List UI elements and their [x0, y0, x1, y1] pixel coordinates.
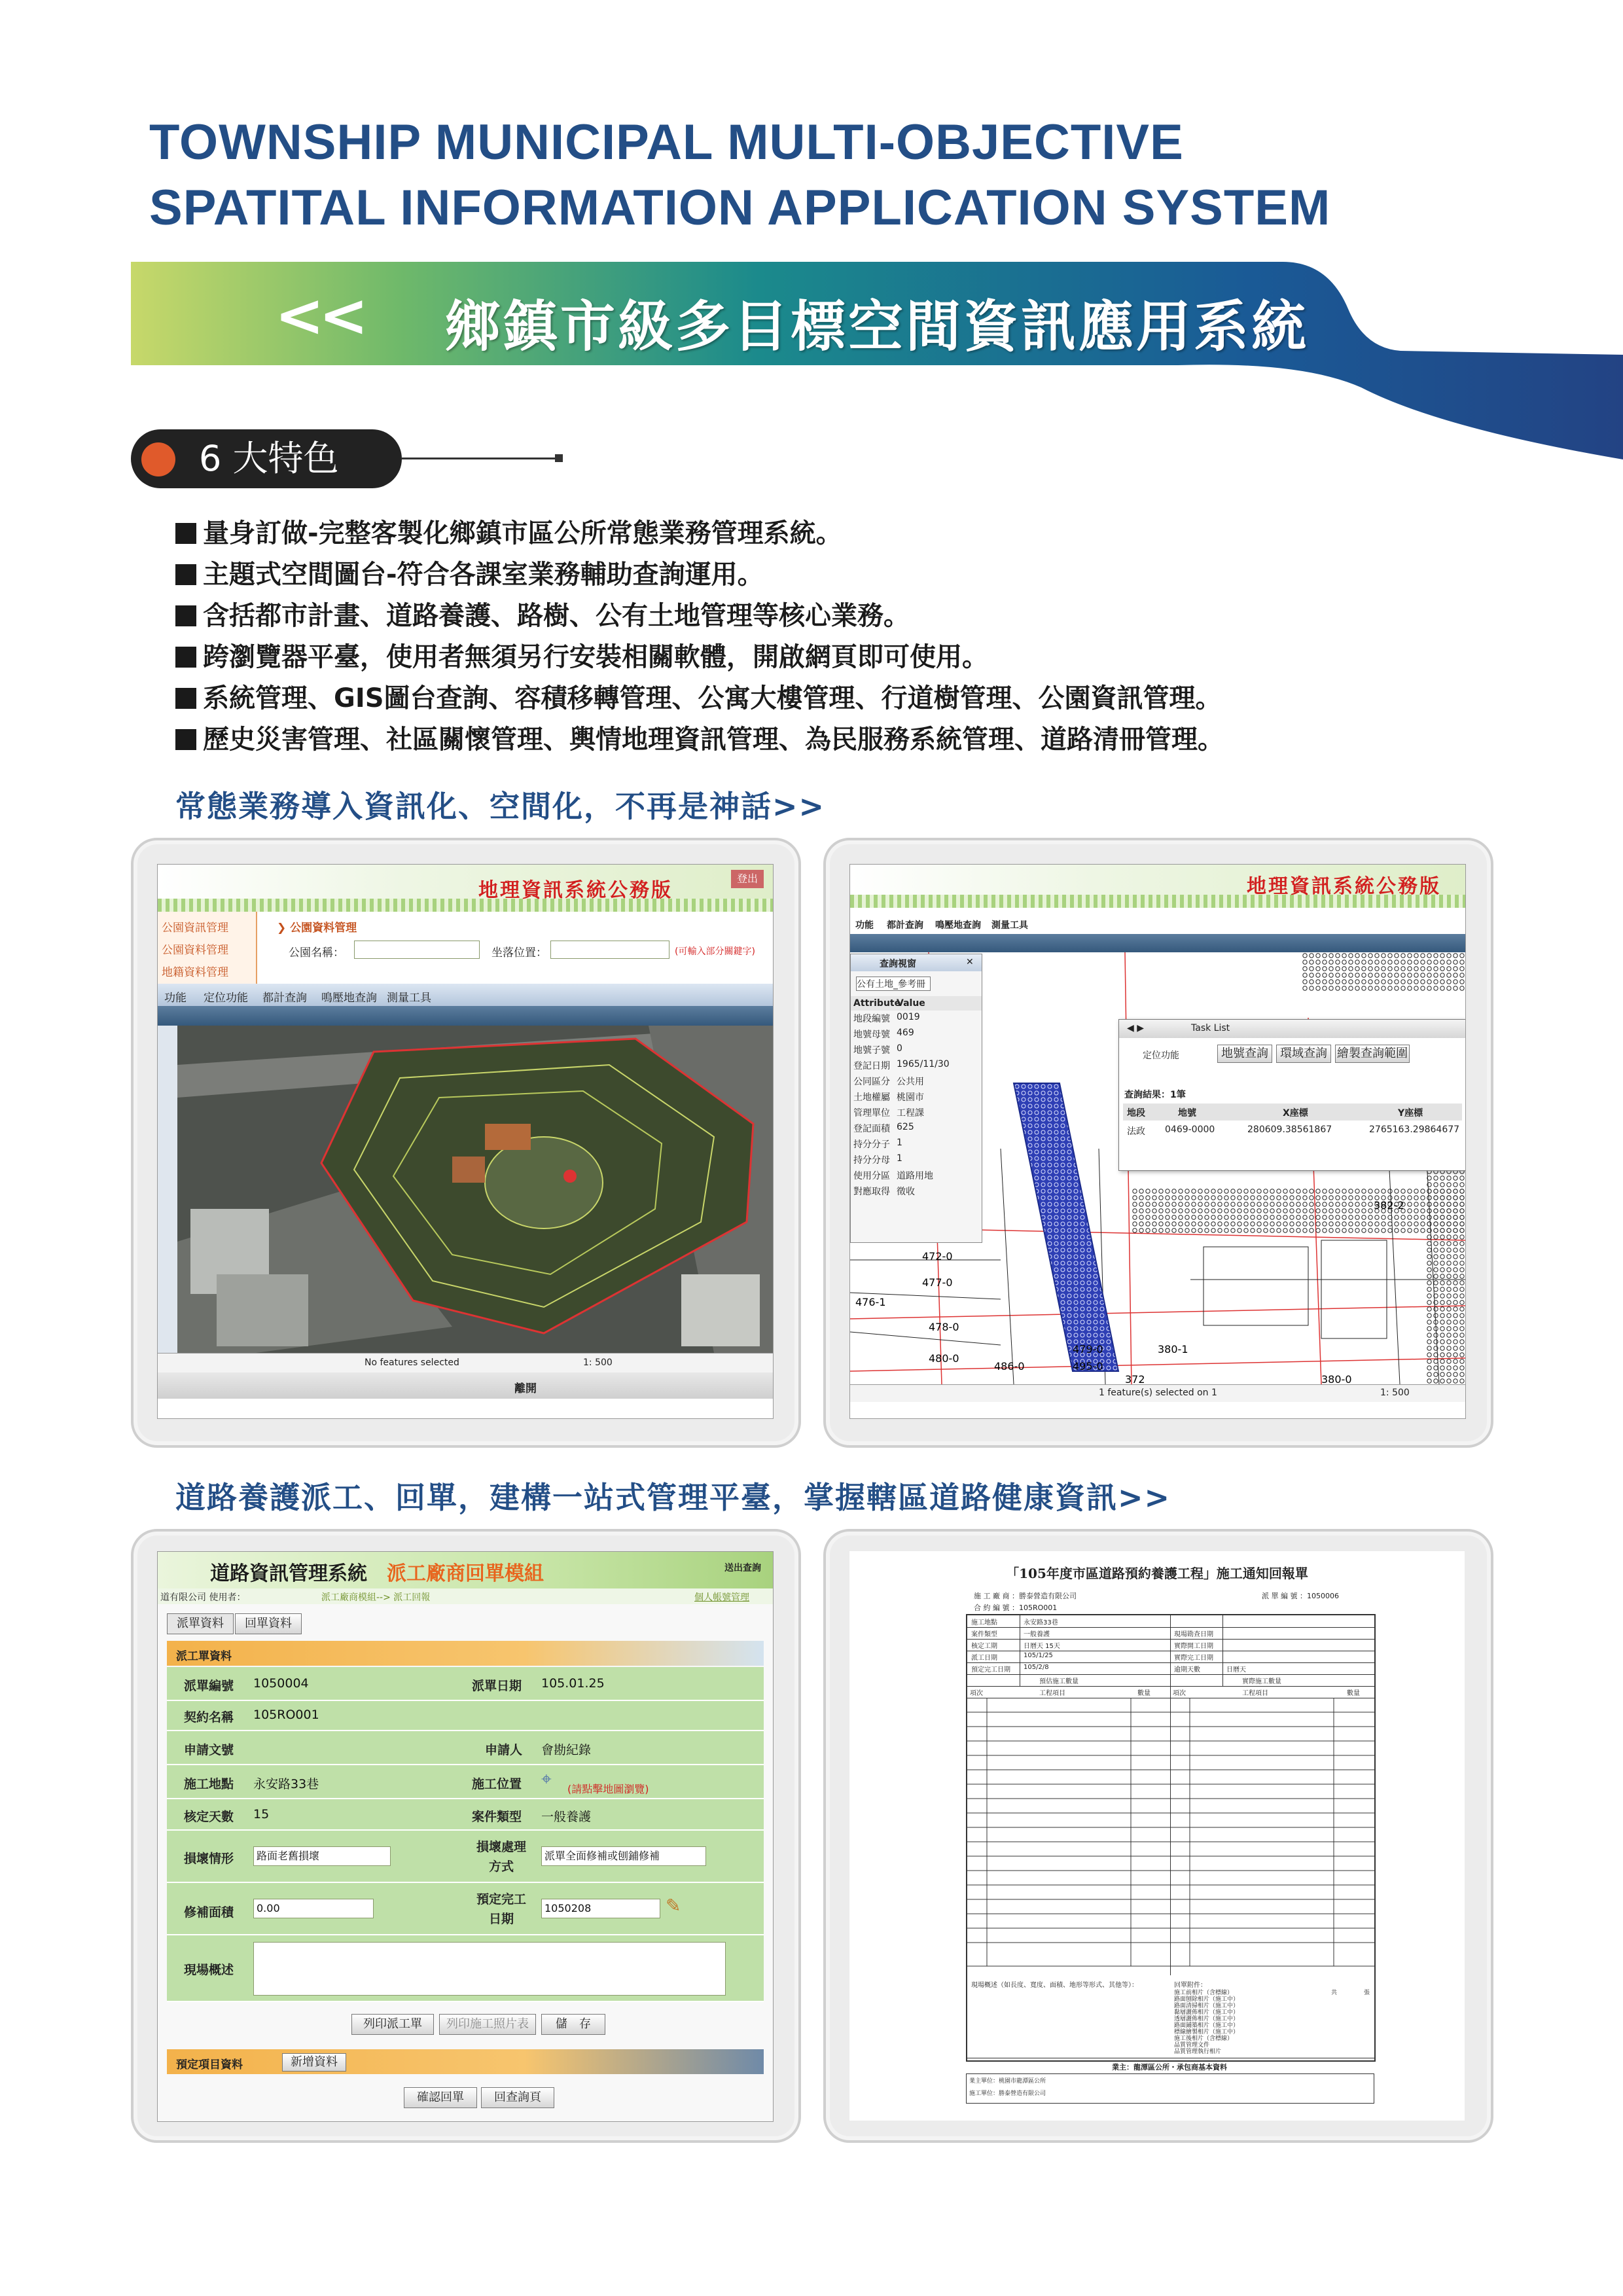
attr-table: 地段編號 0019 地號母號 469 地號子號 0 登記日期 1965/11/30 公同區分 公共用 土地權屬 桃園市 管理單位 工程課 登記面積 625 持分分子 1 持分分母 1 使用分區 道路用地 對應取得 徵收 — [853, 1012, 950, 1197]
attr-header-value: Value — [897, 998, 925, 1009]
english-title-line2: SPATITAL INFORMATION APPLICATION SYSTEM — [149, 180, 1331, 236]
gis-menu-bar — [158, 984, 773, 1007]
banner-chevron-icon: << — [275, 281, 363, 350]
attachments-title: 回單附件： — [1174, 1982, 1207, 1989]
parcel-label: 480-0 — [929, 1352, 959, 1365]
save-button[interactable]: 儲 存 — [541, 2014, 605, 2035]
sidebar-item-cadastral[interactable]: 地籍資料管理 — [162, 966, 228, 979]
bullet-square-icon — [175, 688, 196, 709]
doc-no-line: 派 單 編 號 ：1050006 — [1262, 1592, 1339, 1600]
map-link[interactable]: (請點擊地圖瀏覽) — [567, 1783, 649, 1795]
bullet-square-icon — [175, 564, 196, 585]
work-grid — [967, 1698, 1374, 1973]
applicant-value: 會勘紀錄 — [541, 1743, 592, 1757]
parcel-label: 478-0 — [929, 1321, 959, 1333]
exit-link[interactable]: 送出查詢 — [724, 1563, 761, 1573]
location-input[interactable] — [550, 941, 669, 959]
app-header — [158, 865, 773, 912]
parcel-label: 477-0 — [922, 1276, 953, 1289]
attachments-list: 施工前相片（含標線） 共 張 路面刨除相片（施工中） 路面清掃相片（施工中） 黏層灑佈相片（施工中） 透層灑佈相片（施工中） 路面鋪築相片（施工中） 標線繪製相片（施工中） 施工後相片（含標線） 品質管理文件 品質管理執行相片 — [1174, 1990, 1370, 2055]
task-tab-locate[interactable]: 定位功能 — [1143, 1050, 1179, 1061]
menu-urban-plan[interactable]: 都計查詢 — [262, 992, 307, 1005]
status-text: 1 feature(s) selected on 1 — [1099, 1388, 1217, 1398]
area-input[interactable]: 0.00 — [253, 1899, 374, 1918]
cadastral-gis-screen — [849, 864, 1466, 1419]
menu-urban-plan[interactable]: 都計查詢 — [887, 920, 923, 931]
user-line: 道有限公司 使用者： — [160, 1592, 246, 1603]
section-title: 派工單資料 — [176, 1650, 232, 1663]
parcel-label: 486-0 — [994, 1360, 1025, 1372]
query-window — [850, 954, 982, 1243]
features-dot-icon — [141, 442, 175, 476]
english-title — [149, 110, 1393, 241]
status-bar — [850, 1384, 1465, 1402]
parcel-label: 380-1 — [1158, 1343, 1188, 1355]
module-title: 派工廠商回單模組 — [387, 1562, 544, 1585]
aerial-map[interactable] — [177, 1026, 773, 1353]
feature-item: 系統管理、GIS圖台查詢、容積移轉管理、公寓大樓管理、行道樹管理、公園資訊管理。 — [175, 678, 1550, 719]
app-header — [158, 1552, 773, 1588]
contract-value: 105RO001 — [253, 1708, 319, 1722]
features-label: 6 大特色 — [199, 438, 339, 479]
back-icon[interactable]: ◀ ▶ — [1127, 1023, 1144, 1033]
parcel-query-button[interactable]: 地號查詢 — [1217, 1045, 1272, 1063]
screenshot-panel-road-form — [131, 1529, 801, 2143]
pre-section-title: 預定項目資料 — [176, 2058, 243, 2072]
section2-heading: 道路養護派工、回單，建構一站式管理平臺，掌握轄區道路健康資訊>> — [175, 1480, 1171, 1515]
app-title: 道路資訊管理系統 — [210, 1562, 367, 1585]
logout-button[interactable]: 登出 — [731, 870, 764, 888]
parcel-label: 380-0 — [1321, 1373, 1352, 1384]
parcel-label: 372 — [1125, 1373, 1145, 1384]
description-textarea[interactable] — [253, 1942, 726, 1996]
result-header: 地段 地號 X座標 Y座標 — [1123, 1103, 1462, 1121]
tab-bar — [167, 1613, 298, 1634]
section1-heading: 常態業務導入資訊化、空間化，不再是神話>> — [175, 789, 826, 824]
feature-item: 跨瀏覽器平臺，使用者無須另行安裝相關軟體，開啟網頁即可使用。 — [175, 637, 1550, 678]
layer-select[interactable]: 公有土地_參考冊 — [856, 977, 931, 991]
features-divider-end — [555, 454, 563, 462]
approved-days-value: 15 — [253, 1807, 270, 1821]
print-photo-button[interactable]: 列印施工照片表 — [439, 2014, 536, 2035]
gis-menu-bar — [850, 914, 1465, 934]
tab-dispatch[interactable]: 派單資料 — [167, 1613, 234, 1634]
scale-text: 1: 500 — [583, 1357, 613, 1368]
add-item-button[interactable]: 新增資料 — [282, 2053, 346, 2072]
screenshot-panel-cadastral — [823, 838, 1493, 1448]
doc-footer: 業主：龍潭區公所・承包商基本資料 — [1112, 2063, 1227, 2072]
feature-item: 量身訂做-完整客製化鄉鎮市區公所常態業務管理系統。 — [175, 513, 1550, 554]
park-gis-screen — [157, 864, 774, 1419]
print-dispatch-button[interactable]: 列印派工單 — [351, 2014, 434, 2035]
bullet-square-icon — [175, 605, 196, 626]
feature-item: 含括都市計畫、道路養護、路樹、公有土地管理等核心業務。 — [175, 596, 1550, 637]
result-row[interactable]: 法政 0469-0000 280609.38561867 2765163.29864677 — [1127, 1124, 1460, 1137]
doc-title: 「105年度市區道路預約養護工程」施工通知回報單 — [1006, 1566, 1308, 1581]
tab-reply[interactable]: 回單資料 — [235, 1613, 302, 1634]
scale-text: 1: 500 — [1380, 1388, 1410, 1398]
contract-line: 合 約 編 號 ：105RO001 — [974, 1604, 1058, 1612]
features-divider — [402, 457, 562, 459]
profile-link[interactable]: 個人帳號管理 — [694, 1592, 749, 1603]
menu-function[interactable]: 功能 — [164, 992, 187, 1005]
road-form-screen: 道路資訊管理系統 派工廠商回單模組 送出查詢 道有限公司 使用者： 派工廠商模組--> 派工回報 個人帳號管理 派單資料 回單資料 派工單資料 派單編號 1050004 派單日期 105.01.25 契約名稱 105RO001 申請文號 申請人 會勘紀錄 施工地點 永安路33巷 施工位置 ⌖ (請點擊地圖瀏覽) 核定天數 15 案件類型 一般養護 損壞情形 路面老舊損壞 損壞處理方式 派單全面修補或刨鋪修補 修補面積 0.00 預定完工日期 1050208 ✎ 現場概述 列印派工單 列印施工照片表 儲 存 預定項目資料 新增資料 確認回單 回查詢頁 — [157, 1551, 774, 2122]
pre-section-header — [167, 2049, 764, 2074]
footer-table: 業主單位：桃園市龍潭區公所 施工單位：勝泰營造有限公司 — [966, 2073, 1374, 2104]
app-title: 地理資訊系統公務版 — [478, 879, 673, 902]
chinese-title: 鄉鎮市級多目標空間資訊應用系統 — [445, 295, 1310, 359]
form-row — [167, 1731, 764, 1765]
sidebar — [158, 912, 257, 984]
query-window-title: 查詢視窗 — [880, 959, 916, 969]
english-title-line1: TOWNSHIP MUNICIPAL MULTI-OBJECTIVE — [149, 115, 1184, 170]
attr-header-name: Attribute — [853, 998, 901, 1009]
case-type-value: 一般養護 — [541, 1810, 592, 1824]
gis-toolbar — [158, 1006, 773, 1026]
menu-land-query[interactable]: 鳴壓地查詢 — [935, 920, 981, 931]
park-name-label: 公園名稱： — [289, 946, 344, 960]
sidebar-item-park-info[interactable]: 公園資訊管理 — [162, 922, 228, 935]
dispatch-date-value: 105.01.25 — [541, 1676, 605, 1691]
menu-locate[interactable]: 定位功能 — [204, 992, 248, 1005]
bullet-square-icon — [175, 647, 196, 668]
parcel-label: 479-0 — [1073, 1343, 1103, 1355]
section-header — [167, 1641, 764, 1666]
bullet-square-icon — [175, 523, 196, 544]
gis-toolbar — [850, 934, 1465, 952]
app-title: 地理資訊系統公務版 — [1247, 875, 1441, 898]
breadcrumb: 派工廠商模組--> 派工回報 — [321, 1592, 431, 1603]
close-icon[interactable]: ✕ — [966, 957, 974, 967]
parcel-label: 472-0 — [922, 1250, 953, 1263]
map-tool-strip[interactable] — [158, 1026, 178, 1353]
dispatch-no-value: 1050004 — [253, 1676, 309, 1691]
menu-measure[interactable]: 測量工具 — [387, 992, 431, 1005]
menu-land-query[interactable]: 鳴壓地查詢 — [321, 992, 377, 1005]
feature-list — [175, 513, 1550, 761]
calendar-icon[interactable]: ✎ — [666, 1895, 681, 1916]
damage-select[interactable]: 路面老舊損壞 — [253, 1846, 391, 1866]
status-bar — [158, 1353, 773, 1373]
app-header — [850, 865, 1465, 908]
confirm-reply-button[interactable]: 確認回單 — [404, 2087, 477, 2108]
menu-measure[interactable]: 測量工具 — [991, 920, 1028, 931]
parcel-label: 495-0 — [1073, 1360, 1103, 1372]
bullet-square-icon — [175, 729, 196, 750]
task-list-window — [1118, 1019, 1466, 1171]
buffer-query-button[interactable]: 環域查詢 — [1276, 1045, 1331, 1063]
method-select[interactable]: 派單全面修補或刨鋪修補 — [541, 1846, 706, 1866]
back-to-search-button[interactable]: 回查詢頁 — [481, 2087, 554, 2108]
menu-function[interactable]: 功能 — [855, 920, 874, 931]
feature-item: 主題式空間圖台-符合各課室業務輔助查詢運用。 — [175, 554, 1550, 596]
feature-item: 歷史災害管理、社區關懷管理、輿情地理資訊管理、為民服務系統管理、道路清冊管理。 — [175, 719, 1550, 761]
parcel-label: 476-1 — [855, 1296, 886, 1308]
company-line: 施 工 廠 商 ：勝泰營造有限公司 — [974, 1592, 1077, 1600]
task-list-title: Task List — [1191, 1023, 1230, 1033]
draw-range-button[interactable]: 繪製查詢範圍 — [1335, 1045, 1410, 1063]
notice-document — [849, 1551, 1465, 2121]
parcel-label: 382-2 — [1374, 1199, 1404, 1211]
map-pin-icon[interactable]: ⌖ — [541, 1768, 552, 1789]
location-label: 坐落位置： — [491, 946, 547, 960]
park-name-input[interactable] — [354, 941, 480, 959]
site-notes-label: 現場概述（如長度、寬度、面積、地形等形式、其他等）： — [971, 1982, 1138, 1989]
screenshot-panel-park — [131, 838, 801, 1448]
breadcrumb: ❯ 公園資料管理 — [277, 922, 357, 935]
screenshot-panel-notice-doc — [823, 1529, 1493, 2143]
result-count: 查詢結果：1筆 — [1124, 1090, 1186, 1100]
notice-table: 施工地點 永安路33巷 案件類型 一般養護 核定工期 日曆天 15天 派工日期 105/1/25 預定完工日期 105/2/8 現場勘查日期 實際開工日期 實際完工日期 逾期天數 日曆天 預估施工數量 實際施工數量 項次 工程項目 數量 項次 工程項目 數量 現場概述（如長度、寬度、面積、地形等形式、其他等）： 回單附件： 施工前相片（含標線） 共 張 路面刨除相片（施工中） 路面清掃相片（施工中） 黏層灑佈相片（施工中） 透層灑佈相片（施工中） 路面鋪築相片（施工中） 標線繪製相片（施工中） 施工後相片（含標線） 品質管理文件 品質管理執行相片 — [966, 1614, 1376, 2062]
status-text: No features selected — [365, 1357, 459, 1368]
sidebar-item-park-data[interactable]: 公園資料管理 — [162, 944, 228, 957]
close-button[interactable]: 離開 — [514, 1382, 537, 1395]
site-value: 永安路33巷 — [253, 1777, 319, 1791]
search-hint: (可輸入部分關鍵字) — [675, 946, 755, 957]
finish-date-input[interactable]: 1050208 — [541, 1899, 660, 1918]
